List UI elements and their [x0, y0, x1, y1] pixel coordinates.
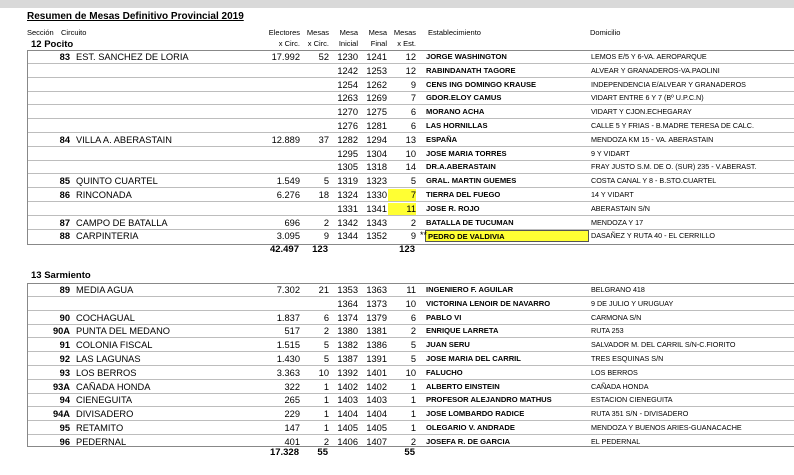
table-row	[28, 422, 794, 435]
mesa-final: 1281	[366, 121, 387, 131]
establecimiento-name: PROFESOR ALEJANDRO MATHUS	[426, 395, 552, 405]
establecimiento-name: LAS HORNILLAS	[426, 121, 488, 130]
circuit-code	[42, 92, 70, 104]
table-row	[28, 65, 794, 78]
establecimiento-name: VICTORINA LENOIR DE NAVARRO	[426, 298, 551, 308]
circuit-name: VILLA A. ABERASTAIN	[76, 134, 172, 145]
mesas-est-value: 1	[410, 409, 416, 420]
electores-value	[244, 161, 300, 173]
mesa-final: 1262	[366, 79, 387, 90]
mesas-value: 2	[323, 326, 329, 337]
domicilio-text: ESTACION CIENEGUITA	[591, 395, 673, 405]
mesas-value: 1	[323, 395, 329, 406]
domicilio-text: VIDART ENTRE 6 Y 7 (Bº U.P.C.N)	[591, 93, 704, 103]
mesa-final: 1404	[366, 409, 387, 420]
section-table-pocito	[27, 50, 794, 245]
circuit-name: MEDIA AGUA	[76, 285, 134, 295]
mesa-inicial: 1405	[337, 423, 358, 433]
table-row	[28, 106, 794, 119]
electores-value	[244, 203, 300, 215]
mesa-final: 1253	[366, 65, 387, 76]
header-mesas-est: Mesas x Est.	[393, 28, 416, 48]
mesas-est-value: 12	[405, 65, 416, 76]
domicilio-text: MENDOZA Y BUENOS ARIES-GUANACACHE	[591, 423, 742, 432]
mesa-inicial: 1230	[337, 52, 358, 62]
circuit-code: 90	[59, 312, 70, 323]
mesas-value	[302, 161, 329, 173]
table-row	[28, 161, 794, 174]
circuit-name: PUNTA DEL MEDANO	[76, 326, 171, 337]
table-row	[28, 203, 794, 216]
electores-value: 401	[284, 436, 300, 447]
mesa-final: 1330	[366, 190, 387, 200]
mesa-final: 1405	[366, 423, 387, 433]
mesa-final: 1363	[366, 285, 387, 295]
circuit-name: COLONIA FISCAL	[76, 340, 153, 351]
mesas-value	[302, 203, 329, 215]
electores-value: 12.889	[271, 134, 300, 145]
mesas-est-value: 11	[406, 285, 416, 295]
mesas-value: 2	[323, 436, 329, 447]
mesas-value	[302, 106, 329, 118]
electores-value: 1.837	[276, 312, 300, 323]
mesa-inicial: 1380	[337, 326, 358, 337]
electores-value: 3.095	[276, 231, 300, 242]
table-row	[28, 51, 794, 64]
domicilio-text: CAÑADA HONDA	[591, 381, 649, 391]
mesa-inicial: 1263	[337, 93, 358, 104]
mesas-est-value: 10	[405, 298, 416, 309]
establecimiento-name: JUAN SERU	[426, 340, 470, 350]
table-row	[28, 92, 794, 105]
establecimiento-name: GDOR.ELOY CAMUS	[426, 93, 502, 103]
total-electores: 42.497	[269, 244, 299, 255]
domicilio-text: INDEPENDENCIA E/ALVEAR Y GRANADEROS	[591, 79, 746, 89]
mesas-est-value: 10	[405, 367, 416, 378]
mesa-inicial: 1404	[337, 409, 358, 420]
mesa-final: 1341	[366, 203, 387, 214]
table-row	[28, 298, 794, 311]
table-row	[28, 367, 794, 380]
circuit-code: 93	[59, 367, 70, 378]
establecimiento-name: ENRIQUE LARRETA	[426, 326, 499, 336]
mesas-est-value: 5	[410, 340, 416, 351]
establecimiento-name: JOSEFA R. DE GARCIA	[426, 436, 511, 446]
mesas-value: 52	[318, 52, 329, 62]
mesa-inicial: 1353	[337, 285, 358, 295]
domicilio-text: TRES ESQUINAS S/N	[591, 354, 664, 363]
domicilio-text: 9 Y VIDART	[591, 148, 630, 158]
establecimiento-name: OLEGARIO V. ANDRADE	[426, 423, 515, 432]
top-gray-band	[0, 0, 794, 8]
mesa-inicial: 1319	[337, 176, 358, 187]
electores-value: 229	[284, 409, 300, 420]
section-label: 13 Sarmiento	[31, 270, 91, 281]
circuit-code: 94	[59, 395, 70, 406]
table-row	[28, 325, 794, 338]
mesas-est-value: 9	[410, 79, 416, 90]
mesa-final: 1373	[366, 298, 387, 309]
circuit-code: 89	[59, 285, 70, 295]
mesa-inicial: 1342	[337, 217, 358, 228]
domicilio-text: EL PEDERNAL	[591, 436, 641, 446]
circuit-code	[42, 65, 70, 77]
table-row	[28, 339, 794, 352]
mesa-inicial: 1403	[337, 395, 358, 406]
domicilio-text: CALLE 5 Y FRIAS - B.MADRE TERESA DE CALC.	[591, 121, 754, 130]
mesas-value: 1	[323, 423, 329, 433]
mesa-inicial: 1324	[337, 190, 358, 200]
mesas-value: 6	[323, 312, 329, 323]
domicilio-text: SALVADOR M. DEL CARRIL S/N-C.FIORITO	[591, 340, 736, 350]
table-row	[28, 353, 794, 366]
electores-value: 3.363	[276, 367, 300, 378]
circuit-code: 85	[59, 176, 70, 187]
mesas-est-value: 12	[405, 52, 416, 62]
establecimiento-name: RABINDANATH TAGORE	[426, 65, 516, 75]
establecimiento-name: PABLO VI	[426, 312, 462, 322]
electores-value: 1.549	[276, 176, 300, 187]
mesas-est-value: 7	[388, 189, 416, 201]
total-mesas-est: 55	[404, 447, 415, 458]
domicilio-text: RUTA 253	[591, 326, 624, 336]
table-row	[28, 79, 794, 92]
mesas-value: 1	[323, 409, 329, 420]
section-table-sarmiento	[27, 283, 794, 447]
electores-value: 696	[284, 217, 300, 228]
electores-value	[244, 79, 300, 91]
establecimiento-name: DR.A.ABERASTAIN	[426, 162, 496, 172]
circuit-name: RETAMITO	[76, 423, 124, 433]
domicilio-text: LOS BERROS	[591, 367, 638, 377]
establecimiento-name: JOSE MARIA TORRES	[426, 148, 507, 158]
mesas-est-value: 2	[410, 217, 416, 228]
mesas-value	[302, 92, 329, 104]
domicilio-text: DASAÑEZ Y RUTA 40 - EL CERRILLO	[591, 231, 715, 241]
mesas-value: 2	[323, 217, 329, 228]
mesa-inicial: 1282	[337, 134, 358, 145]
mesas-value: 18	[318, 190, 329, 200]
circuit-name: QUINTO CUARTEL	[76, 176, 158, 187]
mesas-est-value: 7	[410, 93, 416, 104]
domicilio-text: LEMOS E/5 Y 6-VA. AEROPARQUE	[591, 52, 707, 61]
establecimiento-name: PEDRO DE VALDIVIA	[425, 230, 589, 242]
table-row	[28, 134, 794, 147]
circuit-name: PEDERNAL	[76, 436, 127, 447]
mesa-inicial: 1364	[337, 298, 358, 309]
mesas-value: 5	[323, 176, 329, 187]
mesa-inicial: 1270	[337, 107, 358, 118]
circuit-name: CARPINTERIA	[76, 231, 139, 242]
mesas-est-value: 9	[410, 231, 416, 242]
page-title: Resumen de Mesas Definitivo Provincial 2019	[27, 11, 244, 22]
mesas-value: 37	[318, 134, 329, 145]
mesa-final: 1407	[366, 436, 387, 447]
total-mesas-est: 123	[399, 244, 415, 255]
electores-value: 17.992	[271, 52, 300, 62]
table-row	[28, 217, 794, 230]
circuit-code: 91	[59, 340, 70, 351]
electores-value: 265	[284, 395, 300, 406]
circuit-code	[42, 120, 70, 132]
table-row	[28, 175, 794, 188]
mesa-final: 1343	[366, 217, 387, 228]
domicilio-text: BELGRANO 418	[591, 285, 645, 294]
domicilio-text: FRAY JUSTO S.M. DE O. (SUR) 235 - V.ABERAST.	[591, 162, 757, 172]
electores-value	[244, 120, 300, 132]
circuit-code: 83	[59, 52, 70, 62]
mesas-value	[302, 65, 329, 77]
domicilio-text: MENDOZA KM 15 - VA. ABERASTAIN	[591, 134, 714, 144]
header-domicilio: Domicilio	[590, 28, 621, 37]
circuit-code: 84	[59, 134, 70, 145]
circuit-name: CAMPO DE BATALLA	[76, 217, 168, 228]
mesa-final: 1304	[366, 148, 387, 159]
asterisk-marker: **	[420, 230, 428, 241]
circuit-name: EST. SANCHEZ DE LORIA	[76, 52, 189, 62]
mesa-inicial: 1392	[337, 367, 358, 378]
electores-value	[244, 148, 300, 160]
mesas-est-value: 13	[405, 134, 416, 145]
circuit-code	[42, 298, 70, 310]
circuit-name: DIVISADERO	[76, 409, 134, 420]
mesas-value: 5	[323, 340, 329, 351]
domicilio-text: 9 DE JULIO Y URUGUAY	[591, 298, 674, 308]
total-electores: 17.328	[269, 447, 299, 458]
mesas-est-value: 6	[410, 107, 416, 118]
mesa-inicial: 1374	[337, 312, 358, 323]
circuit-code: 94A	[52, 409, 70, 420]
electores-value: 1.430	[276, 354, 300, 364]
mesa-final: 1241	[366, 52, 387, 62]
circuit-name: CAÑADA HONDA	[76, 381, 151, 392]
mesa-inicial: 1242	[337, 65, 358, 76]
electores-value: 7.302	[276, 285, 300, 295]
establecimiento-name: JOSE LOMBARDO RADICE	[426, 409, 525, 419]
circuit-code: 95	[59, 423, 70, 433]
circuit-name: RINCONADA	[76, 190, 132, 200]
mesa-inicial: 1402	[337, 381, 358, 392]
header-mesa-inicial: Mesa Inicial	[338, 28, 358, 48]
mesas-value	[302, 120, 329, 132]
header-mesa-final: Mesa Final	[368, 28, 387, 48]
circuit-code: 96	[59, 436, 70, 447]
section-label: 12 Pocito	[31, 39, 74, 50]
domicilio-text: ABERASTAIN S/N	[591, 203, 650, 213]
mesas-est-value: 2	[410, 326, 416, 337]
mesa-final: 1379	[366, 312, 387, 323]
table-row	[28, 312, 794, 325]
circuit-code: 86	[59, 190, 70, 200]
mesas-value: 5	[323, 354, 329, 364]
mesas-value: 1	[323, 381, 329, 392]
mesa-inicial: 1331	[337, 203, 358, 214]
domicilio-text: CARMONA S/N	[591, 312, 642, 322]
establecimiento-name: ESPAÑA	[426, 134, 458, 144]
circuit-name: CIENEGUITA	[76, 395, 133, 406]
mesas-est-value: 5	[410, 354, 416, 364]
table-row	[28, 230, 794, 242]
circuit-code: 87	[59, 217, 70, 228]
circuit-code	[42, 148, 70, 160]
electores-value: 322	[284, 381, 300, 392]
header-circuito: Circuito	[61, 28, 87, 37]
table-row	[28, 436, 794, 448]
mesa-final: 1275	[366, 107, 387, 118]
mesa-inicial: 1344	[337, 231, 358, 242]
mesas-est-value: 6	[410, 312, 416, 323]
mesas-value	[302, 148, 329, 160]
header-seccion: Sección	[27, 28, 54, 37]
mesas-value: 9	[323, 231, 329, 242]
circuit-code: 90A	[52, 326, 70, 337]
table-row	[28, 381, 794, 394]
circuit-code	[42, 79, 70, 91]
header-electores: Electores x Circ.	[268, 28, 300, 48]
mesa-inicial: 1387	[337, 354, 358, 364]
mesa-final: 1381	[366, 326, 387, 337]
mesa-inicial: 1295	[337, 148, 358, 159]
mesa-final: 1403	[366, 395, 387, 406]
circuit-name: COCHAGUAL	[76, 312, 135, 323]
mesas-est-value: 1	[410, 395, 416, 406]
mesas-est-value: 1	[410, 381, 416, 392]
domicilio-text: ALVEAR Y GRANADEROS-VA.PAOLINI	[591, 65, 720, 75]
header-establecimiento: Establecimiento	[428, 28, 481, 37]
establecimiento-name: BATALLA DE TUCUMAN	[426, 217, 514, 227]
mesa-final: 1352	[366, 231, 387, 242]
mesas-value: 21	[318, 285, 329, 295]
table-row	[28, 189, 794, 202]
mesas-value: 10	[318, 367, 329, 378]
mesas-value	[302, 298, 329, 310]
table-row	[28, 394, 794, 407]
mesas-value	[302, 79, 329, 91]
circuit-name: LOS BERROS	[76, 367, 137, 378]
mesas-est-value: 10	[405, 148, 416, 159]
circuit-code	[42, 161, 70, 173]
domicilio-text: VIDART Y CJON.ECHEGARAY	[591, 107, 692, 117]
establecimiento-name: JOSE MARIA DEL CARRIL	[426, 354, 521, 363]
mesas-est-value: 5	[410, 176, 416, 187]
mesas-est-value: 2	[410, 436, 416, 447]
mesas-est-value: 11	[388, 203, 416, 215]
mesas-est-value: 6	[410, 121, 416, 131]
mesa-final: 1294	[366, 134, 387, 145]
table-row	[28, 408, 794, 421]
circuit-code: 88	[59, 231, 70, 242]
mesa-final: 1402	[366, 381, 387, 392]
domicilio-text: COSTA CANAL Y 8 - B.STO.CUARTEL	[591, 176, 717, 186]
table-row	[28, 148, 794, 161]
total-mesas: 123	[312, 244, 328, 255]
domicilio-text: 14 Y VIDART	[591, 190, 634, 199]
electores-value: 6.276	[276, 190, 300, 200]
electores-value	[244, 65, 300, 77]
mesa-final: 1323	[366, 176, 387, 187]
header-mesas: Mesas x Circ.	[306, 28, 329, 48]
mesa-inicial: 1382	[337, 340, 358, 351]
electores-value	[244, 92, 300, 104]
mesa-final: 1318	[366, 162, 387, 173]
domicilio-text: MENDOZA Y 17	[591, 217, 644, 227]
circuit-code	[42, 106, 70, 118]
mesa-final: 1391	[366, 354, 387, 364]
mesa-final: 1269	[366, 93, 387, 104]
mesa-inicial: 1254	[337, 79, 358, 90]
mesa-inicial: 1276	[337, 121, 358, 131]
circuit-code: 92	[59, 354, 70, 364]
electores-value: 517	[284, 326, 300, 337]
circuit-code: 93A	[52, 381, 70, 392]
establecimiento-name: GRAL. MARTIN GUEMES	[426, 176, 517, 186]
mesas-est-value: 1	[410, 423, 416, 433]
mesa-inicial: 1406	[337, 436, 358, 447]
mesa-inicial: 1305	[337, 162, 358, 173]
establecimiento-name: INGENIERO F. AGUILAR	[426, 285, 514, 294]
circuit-code	[42, 203, 70, 215]
circuit-name: LAS LAGUNAS	[76, 354, 141, 364]
total-mesas: 55	[317, 447, 328, 458]
establecimiento-name: MORANO ACHA	[426, 107, 485, 117]
table-row	[28, 284, 794, 297]
table-row	[28, 120, 794, 133]
establecimiento-name: TIERRA DEL FUEGO	[426, 190, 501, 199]
establecimiento-name: JORGE WASHINGTON	[426, 52, 507, 61]
establecimiento-name: CENS ING DOMINGO KRAUSE	[426, 79, 537, 89]
electores-value	[244, 106, 300, 118]
establecimiento-name: ALBERTO EINSTEIN	[426, 381, 500, 391]
establecimiento-name: FALUCHO	[426, 367, 463, 377]
electores-value	[244, 298, 300, 310]
electores-value: 147	[284, 423, 300, 433]
establecimiento-name: JOSE R. ROJO	[426, 203, 480, 213]
mesa-final: 1386	[366, 340, 387, 351]
electores-value: 1.515	[276, 340, 300, 351]
mesas-est-value: 14	[405, 162, 416, 173]
mesa-final: 1401	[366, 367, 387, 378]
domicilio-text: RUTA 351 S/N - DIVISADERO	[591, 409, 689, 419]
